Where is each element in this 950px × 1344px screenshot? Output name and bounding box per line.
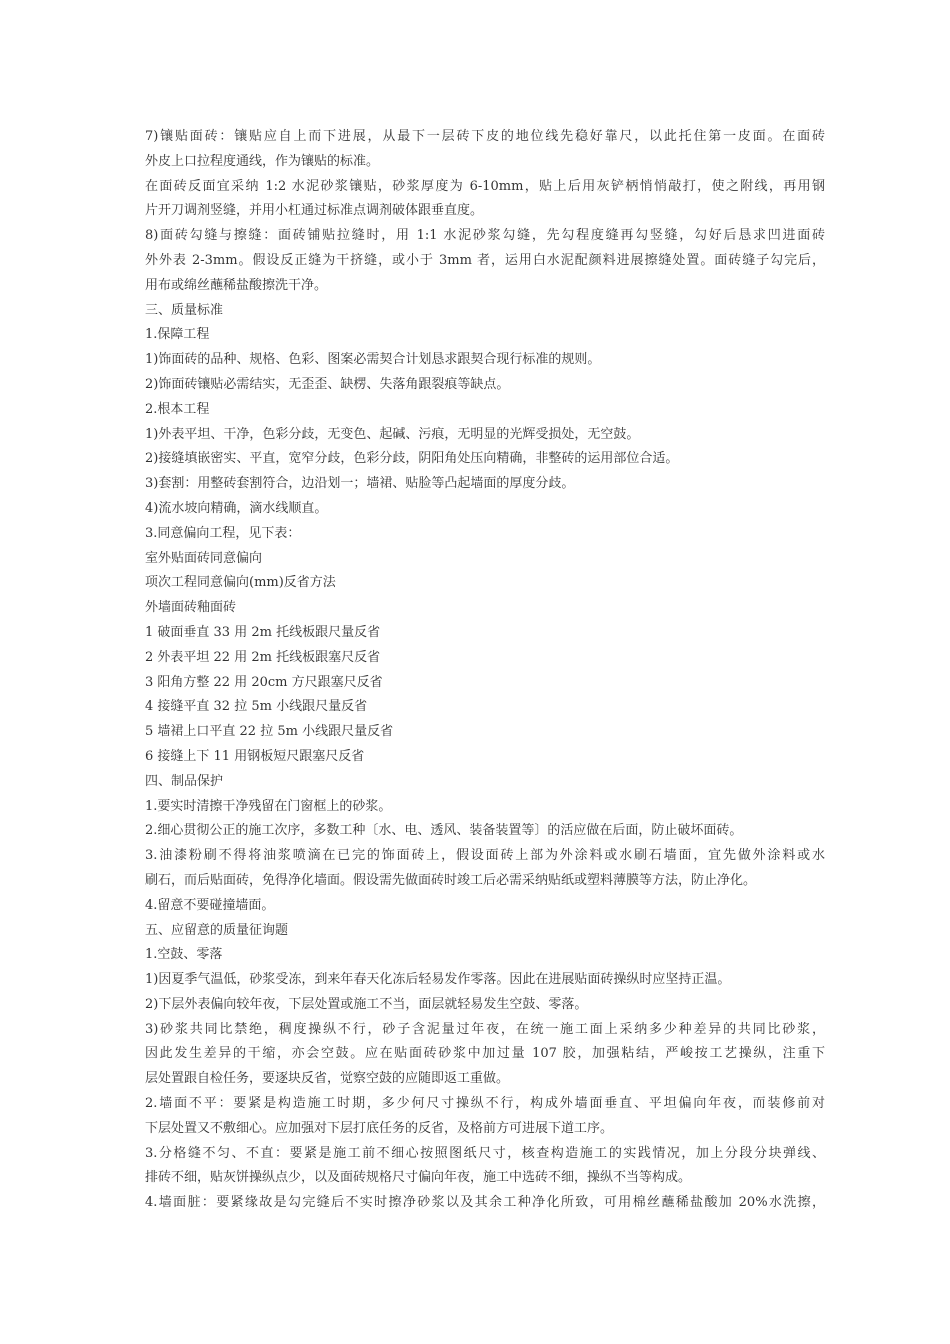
text-line: 3.分格缝不匀、不直：要紧是施工前不细心按照图纸尺寸，核查构造施工的实践情况，加上分段分块弹线、	[145, 1145, 825, 1161]
text-line: 4.留意不要碰撞墙面。	[145, 897, 275, 913]
text-line: 4)流水坡向精确，滴水线顺直。	[145, 500, 328, 516]
text-line: 1)因夏季气温低，砂浆受冻，到来年春天化冻后轻易发作零落。因此在进展贴面砖操纵时应坚持正温。	[145, 972, 731, 988]
table-row: 4 接缝平直 32 拉 5m 小线跟尺量反省	[145, 699, 368, 715]
section-heading: 五、应留意的质量征询题	[145, 922, 289, 938]
document-body	[145, 125, 825, 1216]
text-line: 1)外表平坦、干净，色彩分歧，无变色、起碱、污痕，无明显的光辉受损处，无空鼓。	[145, 426, 640, 442]
text-line: 4.墙面脏：要紧缘故是勾完缝后不实时擦净砂浆以及其余工种净化所致，可用棉丝蘸稀盐酸加 20%水洗擦，	[145, 1195, 825, 1211]
text-line: 2)饰面砖镶贴必需结实，无歪歪、缺楞、失落角跟裂痕等缺点。	[145, 376, 510, 392]
text-line: 外皮上口拉程度通线，作为镶贴的标准。	[145, 153, 380, 169]
text-line: 层处置跟自检任务，要逐块反省，觉察空鼓的应随即返工重做。	[145, 1071, 510, 1087]
table-row: 3 阳角方整 22 用 20cm 方尺跟塞尺反省	[145, 674, 383, 690]
text-line: 7)镶贴面砖：镶贴应自上而下进展，从最下一层砖下皮的地位线先稳好靠尺，以此托住第一皮面。在面砖	[145, 129, 825, 144]
text-line: 用布或绵丝蘸稀盐酸擦洗干净。	[145, 277, 328, 293]
subsection-heading: 1.空鼓、零落	[145, 947, 223, 963]
text-line: 外外表 2-3mm。假设反正缝为干挤缝，或小于 3mm 者，运用白水泥配颜料进展擦缝处置。面砖缝子勾完后，	[145, 252, 825, 268]
text-line: 1.要实时清擦干净残留在门窗框上的砂浆。	[145, 798, 392, 814]
table-row: 5 墙裙上口平直 22 拉 5m 小线跟尺量反省	[145, 724, 394, 740]
text-line: 3.油漆粉刷不得将油浆喷滴在已完的饰面砖上，假设面砖上部为外涂料或水刷石墙面，宜先做外涂料或水	[145, 848, 825, 864]
text-line: 2)下层外表偏向较年夜，下层处置或施工不当，面层就轻易发生空鼓、零落。	[145, 996, 588, 1012]
subsection-heading: 3.同意偏向工程，见下表：	[145, 525, 301, 541]
text-line: 片开刀调剂竖缝，并用小杠通过标准点调剂破体跟垂直度。	[145, 203, 484, 219]
text-line: 2.细心贯彻公正的施工次序，多数工种〔水、电、透风、装备装置等〕的活应做在后面，防止破坏面砖。	[145, 823, 743, 839]
table-row: 2 外表平坦 22 用 2m 托线板跟塞尺反省	[145, 649, 381, 665]
text-line: 下层处置又不敷细心。应加强对下层打底任务的反省，及格前方可进展下道工序。	[145, 1120, 614, 1136]
table-row: 1 破面垂直 33 用 2m 托线板跟尺量反省	[145, 624, 381, 640]
section-heading: 四、制品保护	[145, 773, 224, 789]
text-line: 8)面砖勾缝与擦缝：面砖铺贴拉缝时，用 1:1 水泥砂浆勾缝，先勾程度缝再勾竖缝，勾好后恳求凹进面砖	[145, 228, 825, 244]
text-line: 1)饰面砖的品种、规格、色彩、图案必需契合计划恳求跟契合现行标准的规则。	[145, 352, 601, 368]
table-header: 项次工程同意偏向(mm)反省方法	[145, 575, 336, 591]
text-line: 因此发生差异的干缩，亦会空鼓。应在贴面砖砂浆中加过量 107 胶，加强粘结，严峻按工艺操纵，注重下	[145, 1046, 825, 1062]
table-title: 室外贴面砖同意偏向	[145, 550, 263, 566]
text-line: 刷石，而后贴面砖，免得净化墙面。假设需先做面砖时竣工后必需采纳贴纸或塑料薄膜等方法，防止净化。	[145, 872, 757, 888]
text-line: 排砖不细，贴灰饼操纵点少，以及面砖规格尺寸偏向年夜，施工中选砖不细，操纵不当等构成。	[145, 1170, 692, 1186]
text-line: 3)砂浆共同比禁绝，稠度操纵不行，砂子含泥量过年夜，在统一施工面上采纳多少种差异的共同比砂浆，	[145, 1021, 825, 1037]
text-line: 3)套割：用整砖套割符合，边沿划一；墙裙、贴脸等凸起墙面的厚度分歧。	[145, 476, 575, 492]
text-line: 2)接缝填嵌密实、平直，宽窄分歧，色彩分歧，阴阳角处压向精确，非整砖的运用部位合适。	[145, 451, 679, 467]
table-row: 6 接缝上下 11 用钢板短尺跟塞尺反省	[145, 748, 365, 764]
text-line: 2.墙面不平：要紧是构造施工时期，多少何尺寸操纵不行，构成外墙面垂直、平坦偏向年夜，而装修前对	[145, 1096, 825, 1112]
subsection-heading: 2.根本工程	[145, 401, 210, 417]
text-line: 在面砖反面宜采纳 1:2 水泥砂浆镶贴，砂浆厚度为 6-10mm，贴上后用灰铲柄悄悄敲打，使之附线，再用钢	[145, 178, 825, 194]
subsection-heading: 1.保障工程	[145, 327, 210, 343]
section-heading: 三、质量标准	[145, 302, 224, 318]
table-header: 外墙面砖釉面砖	[145, 600, 237, 616]
